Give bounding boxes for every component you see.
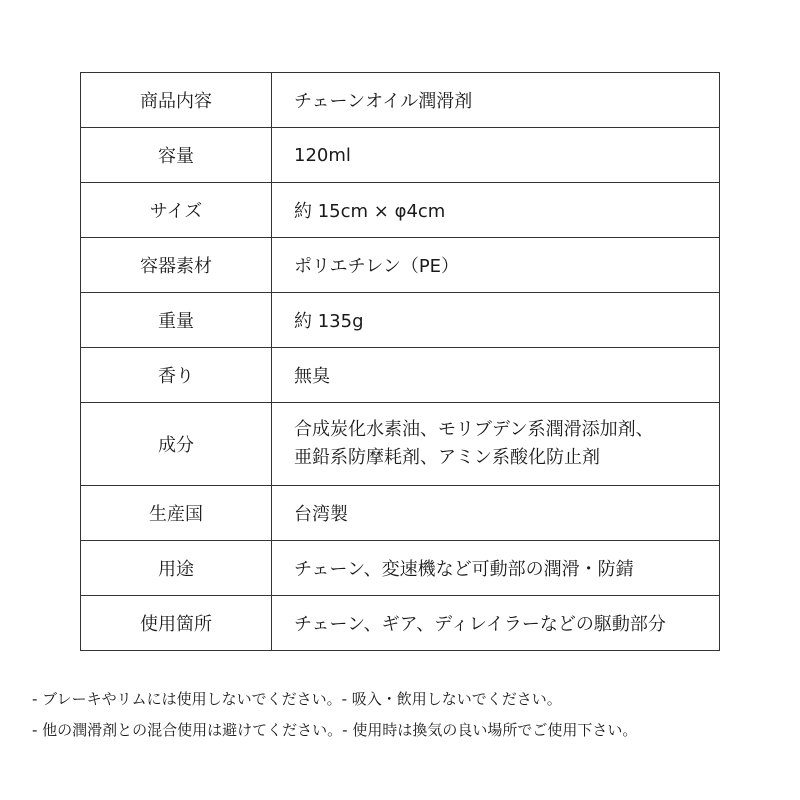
spec-value: チェーン、ギア、ディレイラーなどの駆動部分 bbox=[272, 596, 720, 651]
spec-value bbox=[272, 403, 720, 486]
spec-value: チェーン、変速機など可動部の潤滑・防錆 bbox=[272, 541, 720, 596]
spec-table bbox=[80, 72, 720, 651]
spec-label: 容器素材 bbox=[81, 238, 272, 293]
spec-row-product bbox=[81, 73, 720, 128]
spec-value: 120ml bbox=[272, 128, 720, 183]
spec-row-origin bbox=[81, 486, 720, 541]
spec-label: 容量 bbox=[81, 128, 272, 183]
spec-row-material bbox=[81, 238, 720, 293]
spec-row-application bbox=[81, 596, 720, 651]
spec-label: 用途 bbox=[81, 541, 272, 596]
caution-notes bbox=[32, 684, 792, 746]
spec-label: 成分 bbox=[81, 403, 272, 486]
spec-label: 生産国 bbox=[81, 486, 272, 541]
spec-value-line: 合成炭化水素油、モリブデン系潤滑添加剤、 bbox=[294, 419, 654, 440]
spec-label: 使用箇所 bbox=[81, 596, 272, 651]
spec-label: 商品内容 bbox=[81, 73, 272, 128]
spec-value: チェーンオイル潤滑剤 bbox=[272, 73, 720, 128]
spec-label: 重量 bbox=[81, 293, 272, 348]
spec-row-weight bbox=[81, 293, 720, 348]
spec-value: 台湾製 bbox=[272, 486, 720, 541]
spec-value: 約 15cm × φ4cm bbox=[272, 183, 720, 238]
spec-row-scent bbox=[81, 348, 720, 403]
spec-row-size bbox=[81, 183, 720, 238]
spec-value: ポリエチレン（PE） bbox=[272, 238, 720, 293]
spec-row-usage bbox=[81, 541, 720, 596]
caution-note: - 他の潤滑剤との混合使用は避けてください。- 使用時は換気の良い場所でご使用下さい。 bbox=[32, 721, 638, 739]
spec-row-capacity bbox=[81, 128, 720, 183]
spec-value-line: 亜鉛系防摩耗剤、アミン系酸化防止剤 bbox=[294, 447, 600, 468]
spec-label: 香り bbox=[81, 348, 272, 403]
caution-note: - ブレーキやリムには使用しないでください。- 吸入・飲用しないでください。 bbox=[32, 690, 562, 708]
spec-value: 約 135g bbox=[272, 293, 720, 348]
spec-label: サイズ bbox=[81, 183, 272, 238]
spec-value: 無臭 bbox=[272, 348, 720, 403]
spec-row-ingredients bbox=[81, 403, 720, 486]
